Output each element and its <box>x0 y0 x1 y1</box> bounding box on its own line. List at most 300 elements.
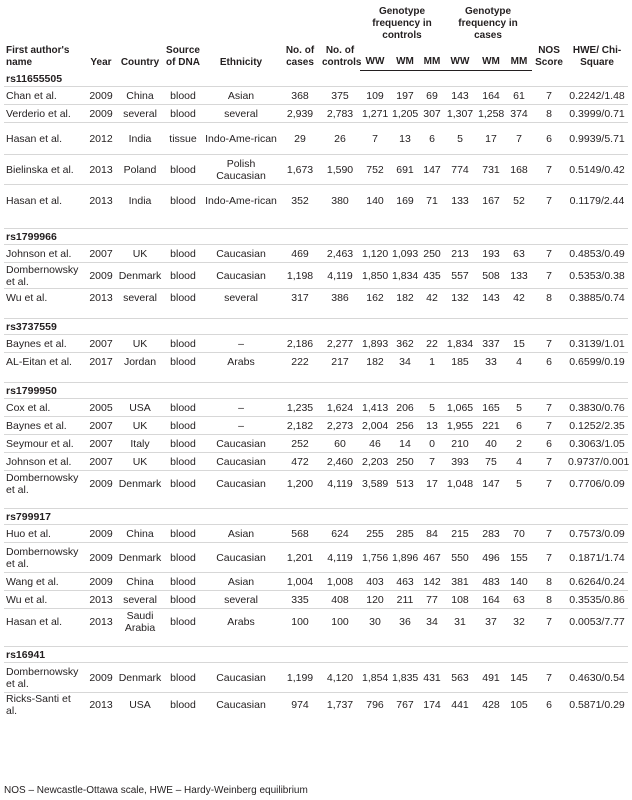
cell-controls-ww: 3,589 <box>360 471 390 497</box>
cell-year: 2009 <box>86 543 116 573</box>
cell-controls-ww: 30 <box>360 609 390 635</box>
cell-cases-ww: 1,065 <box>444 399 476 417</box>
cell-controls-ww: 1,850 <box>360 263 390 289</box>
cell-controls-mm: 77 <box>420 591 444 609</box>
cell-ethnicity: Caucasian <box>202 663 280 693</box>
cell-cases-mm: 61 <box>506 87 532 105</box>
cell-hwe: 0.3999/0.71 <box>566 105 628 123</box>
cell-year: 2017 <box>86 353 116 371</box>
cell-cases-ww: 774 <box>444 155 476 185</box>
cell-cases-ww: 557 <box>444 263 476 289</box>
cell-cases-mm: 7 <box>506 123 532 155</box>
cell-controls-ww: 120 <box>360 591 390 609</box>
cell-hwe: 0.3535/0.86 <box>566 591 628 609</box>
cell-author: Baynes et al. <box>4 335 86 353</box>
group-spacer <box>4 216 628 229</box>
table-row <box>4 353 628 371</box>
cell-cases-wm: 283 <box>476 525 506 543</box>
cell-controls-wm: 250 <box>390 453 420 471</box>
table-row <box>4 693 628 718</box>
cell-cases-wm: 337 <box>476 335 506 353</box>
cell-source: blood <box>164 185 202 217</box>
snp-label: rs11655505 <box>6 73 63 85</box>
cell-ethnicity: Caucasian <box>202 453 280 471</box>
cell-source: blood <box>164 335 202 353</box>
group-spacer <box>4 634 628 647</box>
table-row <box>4 591 628 609</box>
cell-country: UK <box>116 245 164 263</box>
cell-author: Hasan et al. <box>4 185 86 217</box>
cell-controls: 4,120 <box>320 663 360 693</box>
cell-cases-ww: 441 <box>444 693 476 718</box>
cell-controls-mm: 174 <box>420 693 444 718</box>
cell-country: several <box>116 105 164 123</box>
cell-controls-mm: 435 <box>420 263 444 289</box>
cell-cases-mm: 42 <box>506 289 532 307</box>
cell-cases-mm: 63 <box>506 591 532 609</box>
cell-cases: 1,004 <box>280 573 320 591</box>
cell-author: Hasan et al. <box>4 123 86 155</box>
cell-controls-ww: 1,271 <box>360 105 390 123</box>
cell-controls-mm: 6 <box>420 123 444 155</box>
cell-nos-score: 7 <box>532 399 566 417</box>
cell-cases-mm: 5 <box>506 399 532 417</box>
cell-cases-mm: 5 <box>506 471 532 497</box>
cell-country: UK <box>116 335 164 353</box>
cell-ethnicity: Caucasian <box>202 263 280 289</box>
group-spacer <box>4 496 628 509</box>
cell-year: 2012 <box>86 123 116 155</box>
cell-cases-wm: 193 <box>476 245 506 263</box>
cell-cases-mm: 52 <box>506 185 532 217</box>
cell-nos-score: 6 <box>532 435 566 453</box>
cell-author: Dombernowsky et al. <box>4 471 86 497</box>
snp-group-row <box>4 229 628 245</box>
cell-cases: 335 <box>280 591 320 609</box>
cell-source: blood <box>164 417 202 435</box>
cell-nos-score: 7 <box>532 87 566 105</box>
cell-nos-score: 8 <box>532 289 566 307</box>
cell-source: blood <box>164 155 202 185</box>
cell-cases-wm: 33 <box>476 353 506 371</box>
cell-ethnicity: – <box>202 335 280 353</box>
cell-nos-score: 7 <box>532 335 566 353</box>
cell-nos-score: 7 <box>532 263 566 289</box>
header-controls-wm: WM <box>390 44 420 71</box>
cell-controls: 2,273 <box>320 417 360 435</box>
cell-nos-score: 7 <box>532 471 566 497</box>
cell-hwe: 0.1179/2.44 <box>566 185 628 217</box>
cell-country: India <box>116 185 164 217</box>
cell-controls-mm: 7 <box>420 453 444 471</box>
cell-controls: 4,119 <box>320 471 360 497</box>
cell-cases: 1,198 <box>280 263 320 289</box>
cell-controls: 1,008 <box>320 573 360 591</box>
cell-country: Italy <box>116 435 164 453</box>
cell-hwe: 0.3063/1.05 <box>566 435 628 453</box>
cell-cases-ww: 132 <box>444 289 476 307</box>
cell-controls: 100 <box>320 609 360 635</box>
cell-cases-wm: 1,258 <box>476 105 506 123</box>
header-ethnicity: Ethnicity <box>219 56 263 68</box>
cell-author: Johnson et al. <box>4 453 86 471</box>
cell-cases-mm: 168 <box>506 155 532 185</box>
cell-hwe: 0.3139/1.01 <box>566 335 628 353</box>
cell-cases-mm: 4 <box>506 353 532 371</box>
cell-controls-mm: 71 <box>420 185 444 217</box>
cell-controls-ww: 1,413 <box>360 399 390 417</box>
header-genotype-cases: Genotype frequency in cases <box>458 6 518 41</box>
cell-country: Denmark <box>116 263 164 289</box>
cell-controls-wm: 197 <box>390 87 420 105</box>
cell-year: 2009 <box>86 573 116 591</box>
cell-controls-wm: 1,834 <box>390 263 420 289</box>
table-row <box>4 399 628 417</box>
cell-cases-wm: 165 <box>476 399 506 417</box>
cell-controls-ww: 7 <box>360 123 390 155</box>
cell-ethnicity: several <box>202 289 280 307</box>
cell-controls: 4,119 <box>320 263 360 289</box>
cell-year: 2013 <box>86 591 116 609</box>
cell-author: Chan et al. <box>4 87 86 105</box>
cell-source: blood <box>164 399 202 417</box>
cell-cases-ww: 1,048 <box>444 471 476 497</box>
cell-controls: 1,590 <box>320 155 360 185</box>
cell-ethnicity: Indo-Ame-rican <box>202 185 280 217</box>
cell-country: China <box>116 573 164 591</box>
cell-year: 2005 <box>86 399 116 417</box>
header-cases-ww: WW <box>444 44 476 71</box>
cell-cases-ww: 1,307 <box>444 105 476 123</box>
cell-controls-ww: 1,893 <box>360 335 390 353</box>
cell-cases-ww: 213 <box>444 245 476 263</box>
cell-hwe: 0.0053/7.77 <box>566 609 628 635</box>
cell-author: Johnson et al. <box>4 245 86 263</box>
cell-cases-ww: 133 <box>444 185 476 217</box>
cell-controls-mm: 5 <box>420 399 444 417</box>
cell-country: Denmark <box>116 471 164 497</box>
cell-year: 2009 <box>86 105 116 123</box>
cell-nos-score: 7 <box>532 663 566 693</box>
cell-controls-mm: 22 <box>420 335 444 353</box>
cell-controls-wm: 211 <box>390 591 420 609</box>
snp-group-row <box>4 647 628 663</box>
table-row <box>4 663 628 693</box>
cell-cases-wm: 167 <box>476 185 506 217</box>
cell-controls: 1,624 <box>320 399 360 417</box>
cell-source: blood <box>164 591 202 609</box>
cell-controls-ww: 109 <box>360 87 390 105</box>
cell-hwe: 0.5149/0.42 <box>566 155 628 185</box>
cell-year: 2009 <box>86 87 116 105</box>
header-controls-ww: WW <box>360 44 390 71</box>
table-row <box>4 609 628 635</box>
cell-cases: 222 <box>280 353 320 371</box>
cell-ethnicity: Caucasian <box>202 693 280 718</box>
cell-hwe: 0.4630/0.54 <box>566 663 628 693</box>
cell-year: 2013 <box>86 185 116 217</box>
snp-label: rs3737559 <box>4 319 628 335</box>
cell-controls-mm: 1 <box>420 353 444 371</box>
cell-source: tissue <box>164 123 202 155</box>
cell-controls-ww: 162 <box>360 289 390 307</box>
cell-country: Poland <box>116 155 164 185</box>
cell-controls-ww: 140 <box>360 185 390 217</box>
cell-author: Wang et al. <box>4 573 86 591</box>
cell-cases-ww: 1,834 <box>444 335 476 353</box>
cell-cases-wm: 483 <box>476 573 506 591</box>
cell-controls-mm: 84 <box>420 525 444 543</box>
cell-hwe: 0.5871/0.29 <box>566 693 628 718</box>
cell-cases: 1,200 <box>280 471 320 497</box>
cell-cases-mm: 105 <box>506 693 532 718</box>
cell-cases: 2,939 <box>280 105 320 123</box>
cell-cases-mm: 32 <box>506 609 532 635</box>
cell-year: 2009 <box>86 525 116 543</box>
cell-controls: 375 <box>320 87 360 105</box>
header-cases-mm: MM <box>506 44 532 71</box>
table-header <box>4 6 628 71</box>
cell-cases-ww: 31 <box>444 609 476 635</box>
cell-hwe: 0.1252/2.35 <box>566 417 628 435</box>
snp-label: rs1799966 <box>4 229 628 245</box>
cell-ethnicity: Caucasian <box>202 471 280 497</box>
header-hwe: HWE/ Chi-Square <box>572 44 622 68</box>
cell-country: Jordan <box>116 353 164 371</box>
footnote: NOS – Newcastle-Ottawa scale, HWE – Hardy-Weinberg equilibrium <box>4 785 308 796</box>
cell-cases: 2,182 <box>280 417 320 435</box>
header-controls: No. of controls <box>322 44 362 68</box>
table-row <box>4 105 628 123</box>
cell-author: Seymour et al. <box>4 435 86 453</box>
cell-author: Cox et al. <box>4 399 86 417</box>
cell-source: blood <box>164 663 202 693</box>
cell-cases: 472 <box>280 453 320 471</box>
cell-cases-wm: 428 <box>476 693 506 718</box>
cell-year: 2007 <box>86 335 116 353</box>
cell-cases-wm: 164 <box>476 87 506 105</box>
cell-cases-wm: 496 <box>476 543 506 573</box>
cell-year: 2007 <box>86 435 116 453</box>
group-spacer <box>4 306 628 319</box>
cell-cases-wm: 164 <box>476 591 506 609</box>
cell-controls-mm: 13 <box>420 417 444 435</box>
cell-cases-mm: 374 <box>506 105 532 123</box>
cell-controls-ww: 1,120 <box>360 245 390 263</box>
cell-nos-score: 7 <box>532 543 566 573</box>
cell-hwe: 0.5353/0.38 <box>566 263 628 289</box>
cell-controls-wm: 1,835 <box>390 663 420 693</box>
cell-source: blood <box>164 525 202 543</box>
cell-controls-mm: 142 <box>420 573 444 591</box>
table-row <box>4 525 628 543</box>
cell-controls-wm: 206 <box>390 399 420 417</box>
cell-controls-ww: 2,203 <box>360 453 390 471</box>
cell-author: Verderio et al. <box>4 105 86 123</box>
cell-cases: 29 <box>280 123 320 155</box>
cell-ethnicity: – <box>202 399 280 417</box>
cell-nos-score: 6 <box>532 693 566 718</box>
cell-nos-score: 7 <box>532 417 566 435</box>
cell-cases-wm: 40 <box>476 435 506 453</box>
cell-controls: 380 <box>320 185 360 217</box>
header-nos: NOS Score <box>535 44 563 68</box>
cell-controls-wm: 1,896 <box>390 543 420 573</box>
cell-author: Dombernowsky et al. <box>4 543 86 573</box>
table-row <box>4 289 628 307</box>
cell-controls-wm: 513 <box>390 471 420 497</box>
cell-author: Dombernowsky et al. <box>4 663 86 693</box>
table-row <box>4 543 628 573</box>
meta-analysis-table <box>4 6 628 717</box>
cell-ethnicity: Caucasian <box>202 543 280 573</box>
header-author: First author's name <box>6 44 70 68</box>
cell-ethnicity: Polish Caucasian <box>202 155 280 185</box>
cell-author: Baynes et al. <box>4 417 86 435</box>
cell-controls-mm: 307 <box>420 105 444 123</box>
cell-hwe: 0.4853/0.49 <box>566 245 628 263</box>
cell-year: 2013 <box>86 289 116 307</box>
header-controls-mm: MM <box>420 44 444 71</box>
cell-cases: 100 <box>280 609 320 635</box>
cell-cases: 2,186 <box>280 335 320 353</box>
cell-cases-ww: 1,955 <box>444 417 476 435</box>
cell-cases-wm: 75 <box>476 453 506 471</box>
table-row <box>4 435 628 453</box>
cell-cases: 568 <box>280 525 320 543</box>
cell-author: Ricks-Santi et al. <box>4 693 86 718</box>
cell-cases-mm: 4 <box>506 453 532 471</box>
cell-year: 2007 <box>86 245 116 263</box>
cell-ethnicity: several <box>202 591 280 609</box>
cell-ethnicity: Arabs <box>202 609 280 635</box>
cell-cases-wm: 221 <box>476 417 506 435</box>
cell-cases: 974 <box>280 693 320 718</box>
snp-label: rs1799950 <box>4 383 628 399</box>
cell-country: UK <box>116 417 164 435</box>
cell-nos-score: 7 <box>532 609 566 635</box>
cell-controls-wm: 767 <box>390 693 420 718</box>
cell-ethnicity: Indo-Ame-rican <box>202 123 280 155</box>
cell-controls-wm: 691 <box>390 155 420 185</box>
cell-controls: 1,737 <box>320 693 360 718</box>
cell-cases-ww: 381 <box>444 573 476 591</box>
cell-source: blood <box>164 609 202 635</box>
cell-cases: 252 <box>280 435 320 453</box>
cell-cases-wm: 143 <box>476 289 506 307</box>
cell-controls-mm: 147 <box>420 155 444 185</box>
cell-cases-wm: 731 <box>476 155 506 185</box>
cell-cases: 1,199 <box>280 663 320 693</box>
cell-author: AL-Eitan et al. <box>4 353 86 371</box>
cell-controls: 26 <box>320 123 360 155</box>
cell-country: Saudi Arabia <box>116 609 164 635</box>
cell-source: blood <box>164 693 202 718</box>
cell-country: USA <box>116 693 164 718</box>
header-cases-wm: WM <box>476 44 506 71</box>
cell-nos-score: 6 <box>532 123 566 155</box>
cell-hwe: 0.3830/0.76 <box>566 399 628 417</box>
cell-cases-ww: 393 <box>444 453 476 471</box>
cell-controls: 2,783 <box>320 105 360 123</box>
cell-ethnicity: Caucasian <box>202 435 280 453</box>
cell-ethnicity: Caucasian <box>202 245 280 263</box>
cell-hwe: 0.6599/0.19 <box>566 353 628 371</box>
table-row <box>4 185 628 217</box>
cell-cases: 1,235 <box>280 399 320 417</box>
cell-year: 2007 <box>86 417 116 435</box>
cell-country: Denmark <box>116 543 164 573</box>
cell-controls-mm: 34 <box>420 609 444 635</box>
cell-controls-wm: 256 <box>390 417 420 435</box>
cell-source: blood <box>164 471 202 497</box>
snp-label: rs799917 <box>4 509 628 525</box>
cell-cases: 368 <box>280 87 320 105</box>
cell-cases-ww: 143 <box>444 87 476 105</box>
cell-controls-mm: 69 <box>420 87 444 105</box>
table-row <box>4 573 628 591</box>
snp-label: rs16941 <box>4 647 628 663</box>
cell-controls-wm: 34 <box>390 353 420 371</box>
cell-hwe: 0.7706/0.09 <box>566 471 628 497</box>
cell-year: 2013 <box>86 609 116 635</box>
cell-hwe: 0.2242/1.48 <box>566 87 628 105</box>
cell-cases-mm: 15 <box>506 335 532 353</box>
cell-cases: 1,673 <box>280 155 320 185</box>
cell-controls: 60 <box>320 435 360 453</box>
cell-controls-ww: 255 <box>360 525 390 543</box>
cell-year: 2007 <box>86 453 116 471</box>
cell-author: Dombernowsky et al. <box>4 263 86 289</box>
cell-controls-wm: 13 <box>390 123 420 155</box>
snp-group-row <box>4 319 628 335</box>
table-row <box>4 87 628 105</box>
cell-hwe: 0.9737/0.001 <box>566 453 628 471</box>
cell-ethnicity: – <box>202 417 280 435</box>
group-spacer <box>4 370 628 383</box>
cell-cases-ww: 185 <box>444 353 476 371</box>
cell-controls-mm: 0 <box>420 435 444 453</box>
cell-cases-mm: 155 <box>506 543 532 573</box>
cell-controls-wm: 14 <box>390 435 420 453</box>
cell-year: 2013 <box>86 155 116 185</box>
table-row <box>4 471 628 497</box>
cell-cases-ww: 215 <box>444 525 476 543</box>
cell-cases-mm: 70 <box>506 525 532 543</box>
cell-ethnicity: Arabs <box>202 353 280 371</box>
cell-source: blood <box>164 543 202 573</box>
table-body <box>4 71 628 718</box>
cell-year: 2009 <box>86 471 116 497</box>
cell-author: Hasan et al. <box>4 609 86 635</box>
cell-cases: 1,201 <box>280 543 320 573</box>
cell-controls-ww: 182 <box>360 353 390 371</box>
cell-controls-ww: 752 <box>360 155 390 185</box>
cell-controls: 217 <box>320 353 360 371</box>
cell-cases-mm: 2 <box>506 435 532 453</box>
cell-controls-wm: 169 <box>390 185 420 217</box>
cell-controls: 386 <box>320 289 360 307</box>
cell-hwe: 0.1871/1.74 <box>566 543 628 573</box>
cell-cases-ww: 5 <box>444 123 476 155</box>
cell-cases: 317 <box>280 289 320 307</box>
cell-author: Wu et al. <box>4 289 86 307</box>
cell-nos-score: 8 <box>532 573 566 591</box>
snp-group-row <box>4 509 628 525</box>
table-row <box>4 155 628 185</box>
cell-cases-wm: 508 <box>476 263 506 289</box>
cell-controls-ww: 1,854 <box>360 663 390 693</box>
